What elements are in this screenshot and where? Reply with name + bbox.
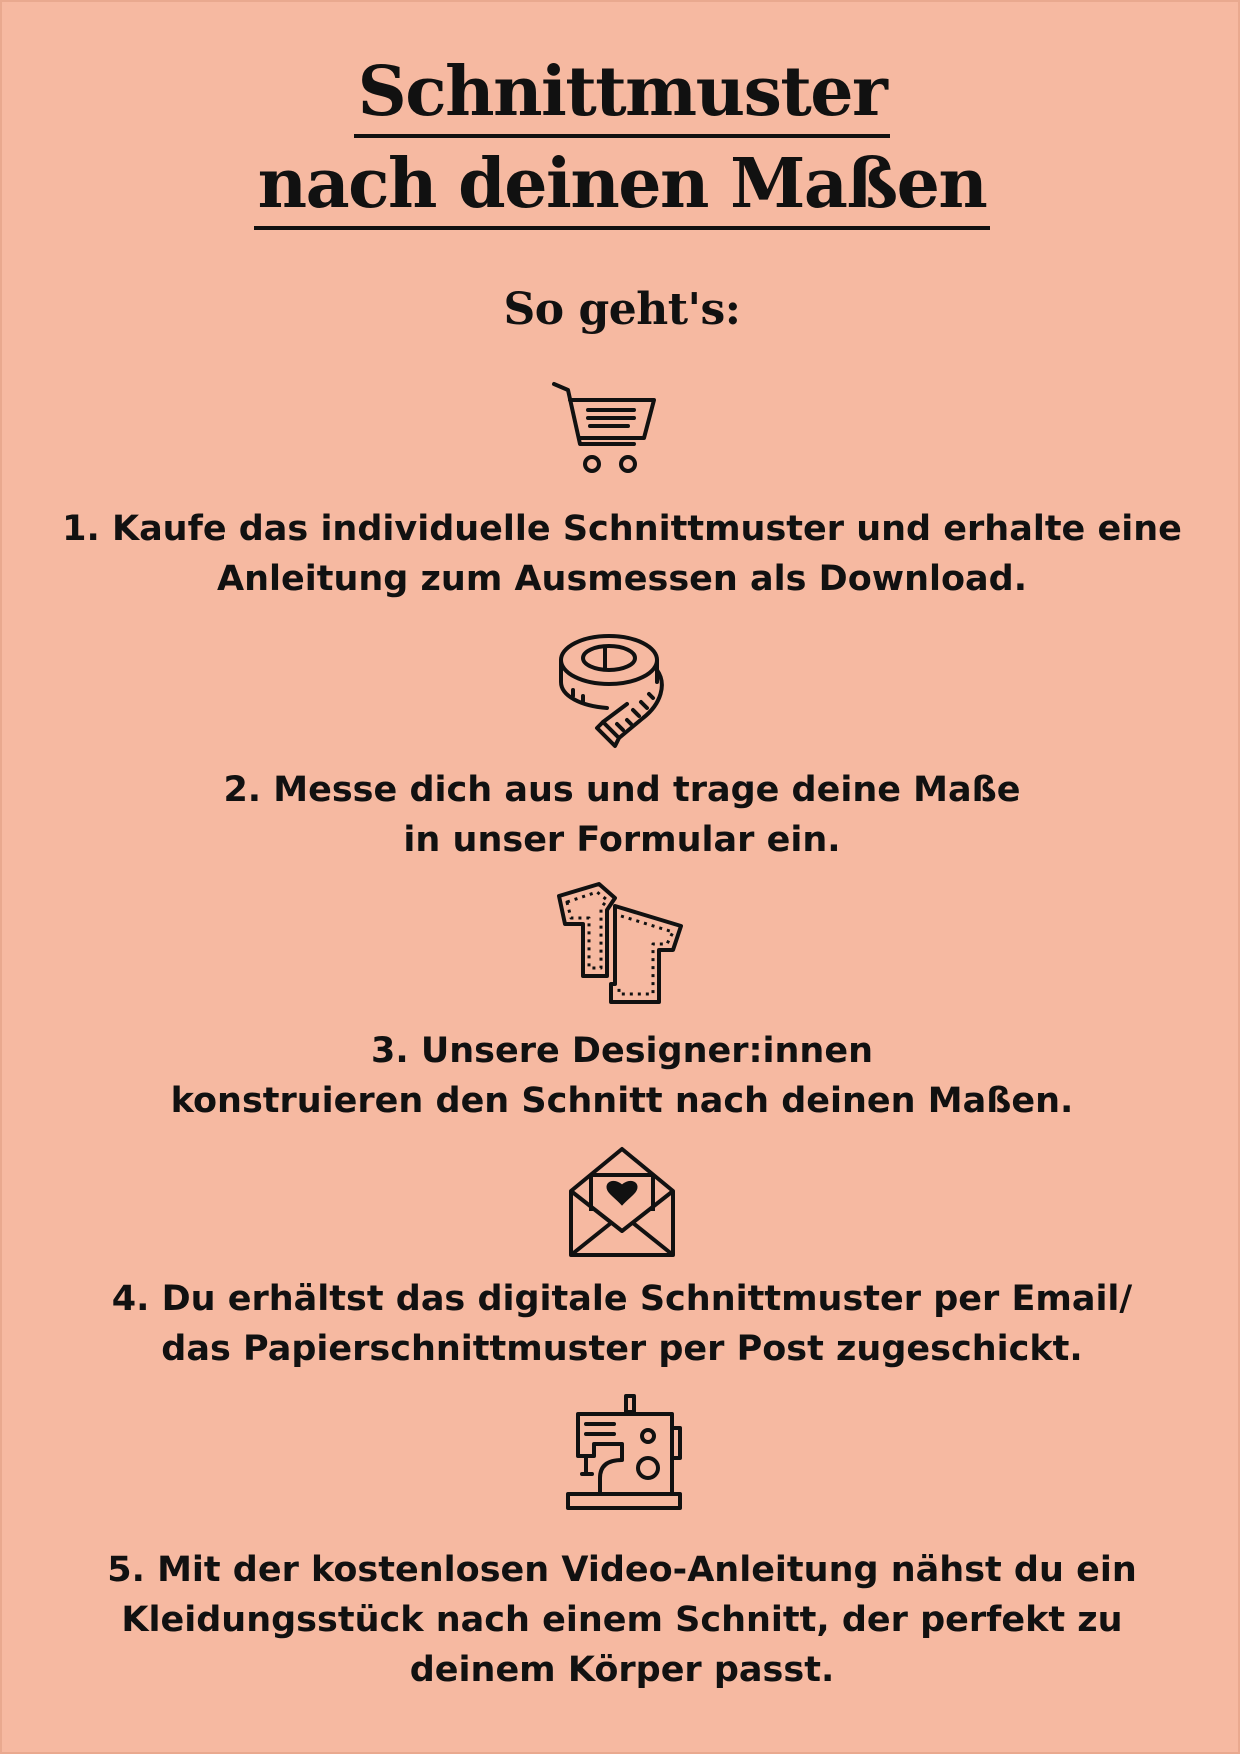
step-3-line-2: konstruieren den Schnitt nach deinen Maßen. [170, 1081, 1074, 1121]
step-1 [42, 504, 1202, 604]
title-text-2: nach deinen Maßen [254, 144, 991, 230]
step-1-line-1: 1. Kaufe das individuelle Schnittmuster und erhalte eine [62, 509, 1182, 549]
step-5 [42, 1545, 1202, 1695]
sewing-machine-icon [564, 1394, 684, 1512]
title-text-1: Schnittmuster [354, 52, 891, 138]
step-4-line-2: das Papierschnittmuster per Post zugeschickt. [161, 1329, 1083, 1369]
step-2-line-1: 2. Messe dich aus und trage deine Maße [223, 770, 1021, 810]
step-5-line-1: 5. Mit der kostenlosen Video-Anleitung nähst du ein [107, 1550, 1137, 1590]
shopping-cart-icon [550, 380, 660, 480]
step-4 [42, 1274, 1202, 1374]
page-title-line-1 [2, 52, 1240, 138]
page-title-line-2 [2, 144, 1240, 230]
subtitle: So geht's: [503, 284, 741, 335]
step-5-line-3: deinem Körper passt. [409, 1650, 835, 1690]
step-5-line-2: Kleidungsstück nach einem Schnitt, der perfekt zu [121, 1600, 1123, 1640]
envelope-heart-icon [567, 1145, 677, 1259]
step-2 [42, 765, 1202, 865]
step-1-line-2: Anleitung zum Ausmessen als Download. [216, 559, 1028, 599]
step-3 [42, 1026, 1202, 1126]
step-4-line-1: 4. Du erhältst das digitale Schnittmuster per Email/ [111, 1279, 1133, 1319]
step-3-line-1: 3. Unsere Designer:innen [371, 1031, 873, 1071]
measuring-tape-icon [557, 630, 677, 756]
sewing-pattern-shirt-icon [555, 880, 683, 1006]
step-2-line-2: in unser Formular ein. [403, 820, 841, 860]
